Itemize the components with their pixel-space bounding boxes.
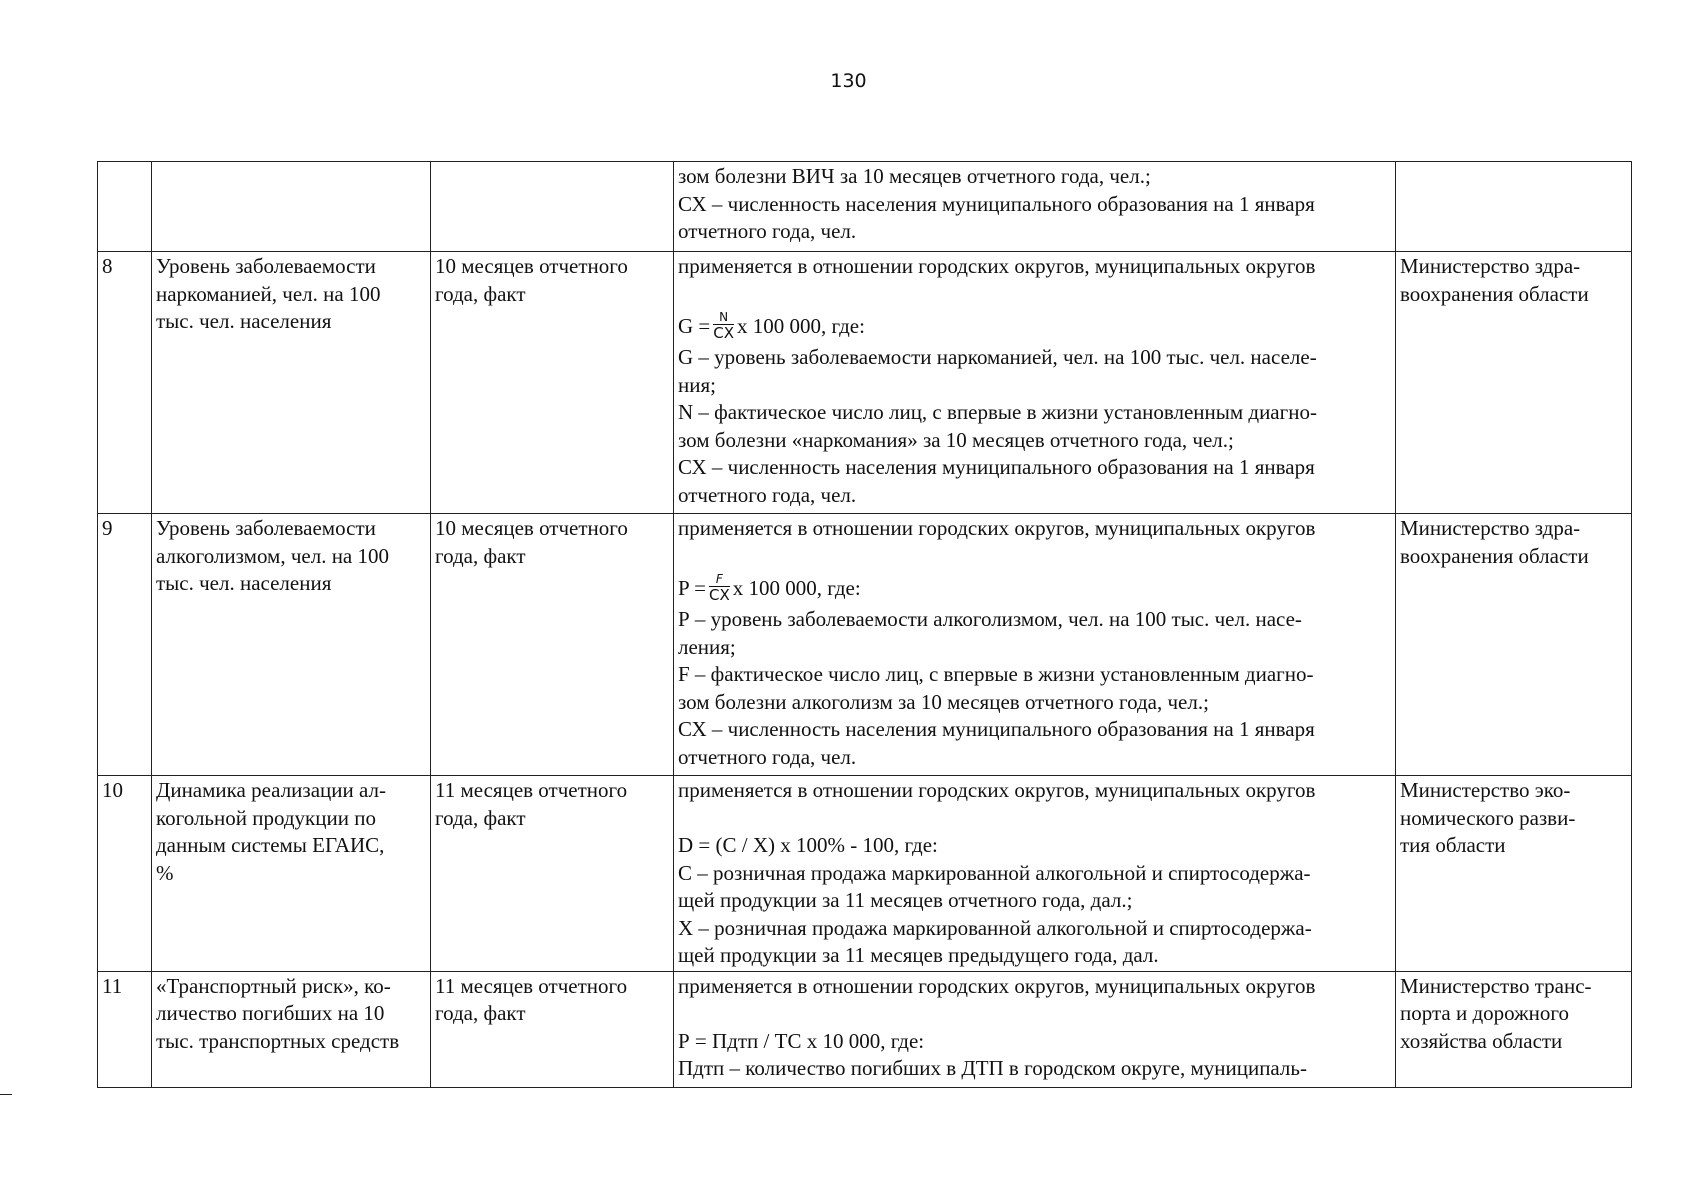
- text-line: Р – уровень заболеваемости алкоголизмом, чел. на 100 тыс. чел. насе-: [678, 607, 1302, 631]
- table-row: [98, 971, 1632, 1087]
- fraction-denominator: CX: [709, 586, 730, 605]
- text-line: D = (С / X) x 100% - 100, где:: [678, 833, 938, 857]
- table-row: [98, 252, 1632, 514]
- fraction-numerator: F: [709, 573, 730, 587]
- formula-rhs: x 100 000, где:: [737, 314, 865, 338]
- formula-cell: [674, 971, 1396, 1087]
- period-cell: [431, 776, 674, 972]
- text-line: применяется в отношении городских округов, муниципальных округов: [678, 973, 1316, 998]
- table-row: [98, 162, 1632, 252]
- text-line: F – фактическое число лиц, с впервые в жизни установленным диагно-: [678, 662, 1314, 686]
- text-line: года, факт: [435, 543, 526, 568]
- table-row: [98, 514, 1632, 776]
- text-line: %: [156, 860, 174, 885]
- text-line: года, факт: [435, 281, 526, 306]
- text-line: порта и дорожного: [1400, 1001, 1569, 1025]
- margin-mark: [0, 1094, 12, 1095]
- text-line: 10 месяцев отчетного: [435, 516, 628, 540]
- ministry-cell: [1396, 514, 1632, 776]
- text-line: 10 месяцев отчетного: [435, 254, 628, 278]
- text-line: щей продукции за 11 месяцев предыдущего года, дал.: [678, 943, 1159, 967]
- text-line: G – уровень заболеваемости наркоманией, чел. на 100 тыс. чел. населе-: [678, 345, 1317, 369]
- row-number: 8: [102, 254, 113, 278]
- text-line: Х – розничная продажа маркированной алкогольной и спиртосодержа-: [678, 915, 1312, 940]
- text-line: алкоголизмом, чел. на 100: [156, 543, 389, 568]
- text-line: ния;: [678, 372, 716, 397]
- period-cell: [431, 252, 674, 514]
- text-line: зом болезни ВИЧ за 10 месяцев отчетного года, чел.;: [678, 164, 1151, 188]
- formula-cell: [674, 514, 1396, 776]
- fraction-formula: [678, 308, 1391, 344]
- text-line: применяется в отношении городских округов, муниципальных округов: [678, 778, 1316, 802]
- text-line: отчетного года, чел.: [678, 744, 857, 769]
- text-line: воохранения области: [1400, 281, 1589, 306]
- text-line: применяется в отношении городских округов, муниципальных округов: [678, 254, 1316, 278]
- table-row: [98, 776, 1632, 972]
- text-line: тыс. чел. населения: [156, 309, 332, 333]
- row-number-cell: [98, 514, 152, 776]
- blank-line: [678, 805, 1391, 833]
- text-line: тия области: [1400, 833, 1506, 857]
- text-line: щей продукции за 11 месяцев отчетного года, дал.;: [678, 888, 1133, 912]
- blank-line: [678, 543, 1391, 571]
- fraction: [709, 573, 730, 603]
- row-number: 9: [102, 516, 113, 540]
- ministry-cell: [1396, 162, 1632, 252]
- indicator-cell: [152, 971, 431, 1087]
- period-cell: [431, 971, 674, 1087]
- text-line: тыс. транспортных средств: [156, 1028, 400, 1053]
- indicator-cell: [152, 252, 431, 514]
- row-number: 10: [102, 778, 123, 802]
- text-line: отчетного года, чел.: [678, 219, 857, 243]
- indicator-table: [97, 161, 1632, 1088]
- formula-rhs: x 100 000, где:: [732, 576, 861, 600]
- row-number-cell: [98, 252, 152, 514]
- text-line: зом болезни «наркомания» за 10 месяцев отчетного года, чел.;: [678, 427, 1234, 452]
- row-number: 11: [102, 973, 123, 998]
- blank-line: [678, 281, 1391, 309]
- text-line: С – розничная продажа маркированной алкогольной и спиртосодержа-: [678, 860, 1311, 885]
- fraction: [713, 311, 734, 341]
- text-line: СХ – численность населения муниципального образования на 1 января: [678, 717, 1315, 741]
- text-line: тыс. чел. населения: [156, 571, 332, 595]
- row-number-cell: [98, 162, 152, 252]
- blank-line: [678, 1000, 1391, 1028]
- text-line: «Транспортный риск», ко-: [156, 973, 391, 998]
- text-line: Р = Пдтп / ТС x 10 000, где:: [678, 1028, 925, 1053]
- text-line: Уровень заболеваемости: [156, 516, 376, 540]
- text-line: отчетного года, чел.: [678, 482, 857, 507]
- text-line: Министерство транс-: [1400, 973, 1592, 998]
- text-line: СХ – численность населения муниципального образования на 1 января: [678, 191, 1315, 216]
- text-line: личество погибших на 10: [156, 1001, 385, 1025]
- text-line: воохранения области: [1400, 543, 1589, 568]
- text-line: Министерство здра-: [1400, 516, 1581, 540]
- fraction-formula: [678, 570, 1391, 606]
- text-line: СХ – численность населения муниципального образования на 1 января: [678, 455, 1315, 479]
- formula-cell: [674, 776, 1396, 972]
- text-line: года, факт: [435, 1001, 526, 1025]
- text-line: хозяйства области: [1400, 1028, 1563, 1053]
- text-line: когольной продукции по: [156, 805, 376, 830]
- row-number-cell: [98, 971, 152, 1087]
- period-cell: [431, 162, 674, 252]
- text-line: номического разви-: [1400, 805, 1576, 830]
- text-line: года, факт: [435, 805, 526, 830]
- indicator-cell: [152, 776, 431, 972]
- text-line: ления;: [678, 634, 736, 659]
- text-line: N – фактическое число лиц, с впервые в жизни установленным диагно-: [678, 400, 1317, 424]
- page-number: 130: [830, 70, 867, 92]
- text-line: Пдтп – количество погибших в ДТП в городском округе, муниципаль-: [678, 1056, 1307, 1080]
- ministry-cell: [1396, 971, 1632, 1087]
- text-line: данным системы ЕГАИС,: [156, 833, 385, 857]
- ministry-cell: [1396, 776, 1632, 972]
- table-body: [98, 162, 1632, 1088]
- indicator-cell: [152, 162, 431, 252]
- formula-cell: [674, 252, 1396, 514]
- formula-lhs: P =: [678, 576, 706, 600]
- row-number-cell: [98, 776, 152, 972]
- text-line: Динамика реализации ал-: [156, 778, 386, 802]
- text-line: Министерство здра-: [1400, 254, 1581, 278]
- period-cell: [431, 514, 674, 776]
- text-line: 11 месяцев отчетного: [435, 778, 628, 802]
- text-line: применяется в отношении городских округов, муниципальных округов: [678, 516, 1316, 540]
- text-line: Уровень заболеваемости: [156, 254, 376, 278]
- ministry-cell: [1396, 252, 1632, 514]
- text-line: 11 месяцев отчетного: [435, 973, 628, 998]
- indicator-cell: [152, 514, 431, 776]
- formula-cell: [674, 162, 1396, 252]
- fraction-numerator: N: [713, 311, 734, 325]
- text-line: наркоманией, чел. на 100: [156, 281, 381, 306]
- text-line: Министерство эко-: [1400, 778, 1571, 802]
- text-line: зом болезни алкоголизм за 10 месяцев отчетного года, чел.;: [678, 689, 1209, 714]
- formula-lhs: G =: [678, 314, 711, 338]
- fraction-denominator: CX: [713, 324, 735, 343]
